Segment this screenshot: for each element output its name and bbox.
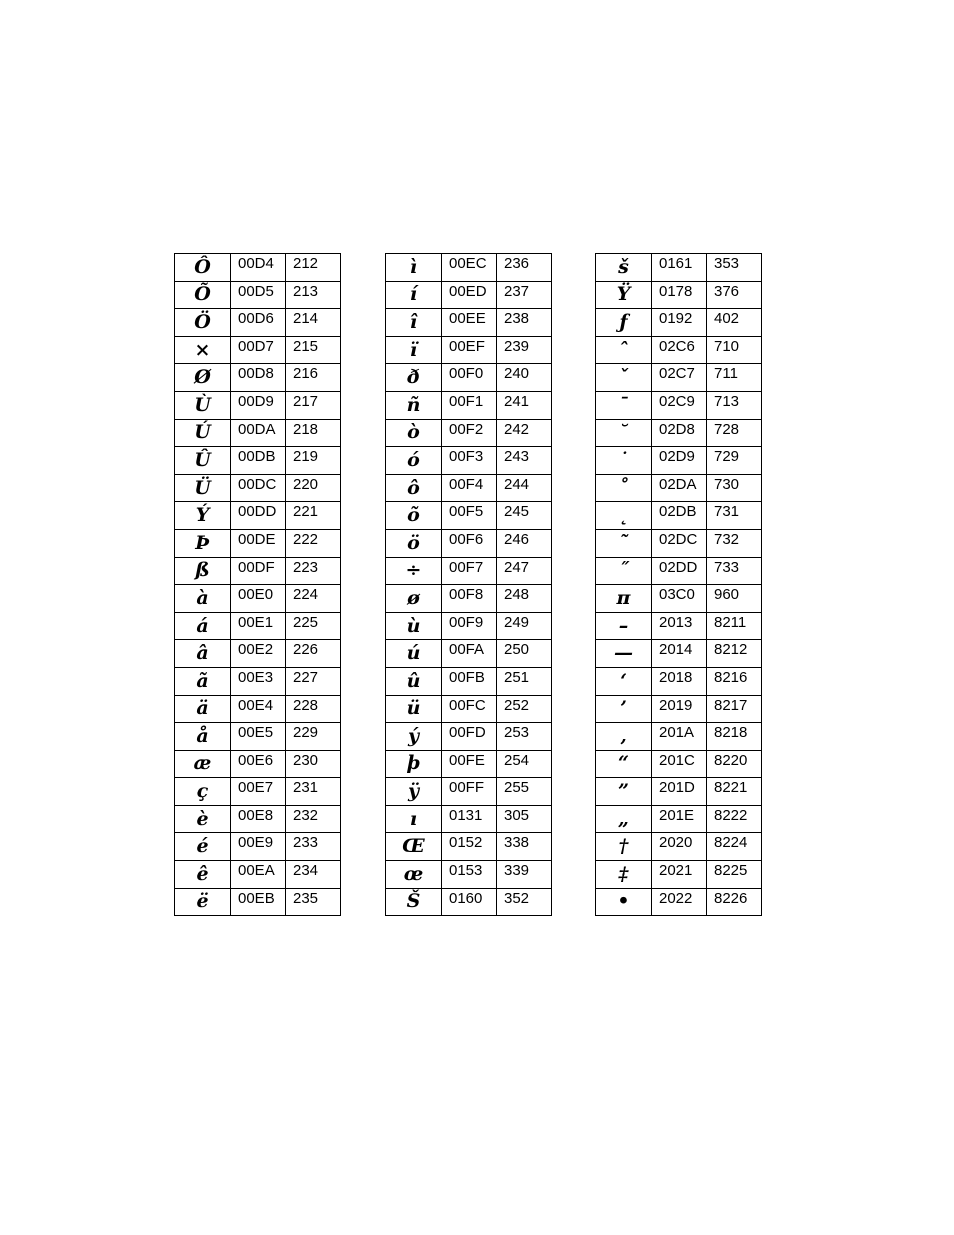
table-row [386,640,552,668]
table-row [386,750,552,778]
unicode-hex-cell: 00F4 [442,474,497,502]
glyph-cell: „ [596,805,652,833]
decimal-code-cell: 8220 [707,750,762,778]
decimal-code-cell: 8225 [707,861,762,889]
glyph-cell: ñ [386,391,442,419]
decimal-code-cell: 221 [286,502,341,530]
unicode-hex-cell: 2022 [652,888,707,916]
unicode-hex-cell: 00E7 [231,778,286,806]
unicode-hex-cell: 00E8 [231,805,286,833]
glyph-cell: ÷ [386,557,442,585]
unicode-hex-cell: 02D8 [652,419,707,447]
glyph-cell: á [175,612,231,640]
table-row [596,723,762,751]
decimal-code-cell: 225 [286,612,341,640]
glyph-cell: Ù [175,391,231,419]
decimal-code-cell: 305 [497,805,552,833]
glyph-cell: ù [386,612,442,640]
table-row [175,336,341,364]
glyph-cell: ‚ [596,723,652,751]
decimal-code-cell: 253 [497,723,552,751]
glyph-cell: ˇ [596,364,652,392]
unicode-hex-cell: 00FF [442,778,497,806]
glyph-cell: â [175,640,231,668]
table-row [175,364,341,392]
glyph-cell: é [175,833,231,861]
glyph-cell: š [596,254,652,282]
decimal-code-cell: 8211 [707,612,762,640]
decimal-code-cell: 216 [286,364,341,392]
table-row [386,667,552,695]
decimal-code-cell: 222 [286,529,341,557]
glyph-cell: – [596,612,652,640]
decimal-code-cell: 729 [707,447,762,475]
character-table-1 [174,253,341,916]
glyph-cell: Š [386,888,442,916]
table-row [386,419,552,447]
decimal-code-cell: 255 [497,778,552,806]
glyph-cell: † [596,833,652,861]
glyph-cell: Ý [175,502,231,530]
unicode-hex-cell: 2018 [652,667,707,695]
unicode-hex-cell: 2013 [652,612,707,640]
decimal-code-cell: 731 [707,502,762,530]
decimal-code-cell: 212 [286,254,341,282]
decimal-code-cell: 228 [286,695,341,723]
unicode-hex-cell: 00E6 [231,750,286,778]
table-row [175,447,341,475]
decimal-code-cell: 244 [497,474,552,502]
unicode-hex-cell: 00DA [231,419,286,447]
glyph-cell: ö [386,529,442,557]
glyph-cell: ˜ [596,529,652,557]
glyph-cell: Œ [386,833,442,861]
table-row [175,557,341,585]
unicode-hex-cell: 0161 [652,254,707,282]
unicode-hex-cell: 02DC [652,529,707,557]
decimal-code-cell: 223 [286,557,341,585]
unicode-hex-cell: 201E [652,805,707,833]
decimal-code-cell: 247 [497,557,552,585]
glyph-cell: Þ [175,529,231,557]
glyph-cell: í [386,281,442,309]
unicode-hex-cell: 00D9 [231,391,286,419]
decimal-code-cell: 8224 [707,833,762,861]
glyph-cell: ç [175,778,231,806]
decimal-code-cell: 8222 [707,805,762,833]
table-row [386,447,552,475]
decimal-code-cell: 248 [497,585,552,613]
unicode-hex-cell: 00F3 [442,447,497,475]
table-row [386,309,552,337]
table-row [386,861,552,889]
table-row [596,640,762,668]
unicode-hex-cell: 201C [652,750,707,778]
decimal-code-cell: 231 [286,778,341,806]
decimal-code-cell: 251 [497,667,552,695]
unicode-hex-cell: 00EF [442,336,497,364]
unicode-hex-cell: 0160 [442,888,497,916]
decimal-code-cell: 339 [497,861,552,889]
glyph-cell: þ [386,750,442,778]
decimal-code-cell: 230 [286,750,341,778]
glyph-cell: ‡ [596,861,652,889]
unicode-hex-cell: 02DB [652,502,707,530]
unicode-hex-cell: 02C6 [652,336,707,364]
decimal-code-cell: 218 [286,419,341,447]
decimal-code-cell: 338 [497,833,552,861]
table-row [175,640,341,668]
table-row [175,585,341,613]
unicode-hex-cell: 02C7 [652,364,707,392]
decimal-code-cell: 733 [707,557,762,585]
decimal-code-cell: 241 [497,391,552,419]
glyph-cell: ò [386,419,442,447]
unicode-hex-cell: 00DD [231,502,286,530]
glyph-cell: ” [596,778,652,806]
unicode-hex-cell: 00D8 [231,364,286,392]
table-row [596,557,762,585]
table-row [596,474,762,502]
unicode-hex-cell: 00F6 [442,529,497,557]
table-row [175,281,341,309]
table-row [386,612,552,640]
glyph-cell: ˉ [596,391,652,419]
unicode-hex-cell: 00E5 [231,723,286,751]
decimal-code-cell: 242 [497,419,552,447]
unicode-hex-cell: 0131 [442,805,497,833]
table-row [386,474,552,502]
decimal-code-cell: 8217 [707,695,762,723]
glyph-cell: ÿ [386,778,442,806]
unicode-hex-cell: 00E9 [231,833,286,861]
unicode-hex-cell: 00DB [231,447,286,475]
decimal-code-cell: 238 [497,309,552,337]
glyph-cell: ý [386,723,442,751]
table-row [175,778,341,806]
glyph-cell: × [175,336,231,364]
glyph-cell: • [596,888,652,916]
table-row [596,695,762,723]
unicode-hex-cell: 00DC [231,474,286,502]
unicode-hex-cell: 00EE [442,309,497,337]
glyph-cell: å [175,723,231,751]
table-row [596,750,762,778]
table-row [596,585,762,613]
decimal-code-cell: 217 [286,391,341,419]
decimal-code-cell: 249 [497,612,552,640]
unicode-hex-cell: 00DF [231,557,286,585]
unicode-hex-cell: 02D9 [652,447,707,475]
table-row [175,502,341,530]
table-row [175,833,341,861]
table-row [175,695,341,723]
table-row [175,805,341,833]
unicode-hex-cell: 00FB [442,667,497,695]
decimal-code-cell: 353 [707,254,762,282]
decimal-code-cell: 8221 [707,778,762,806]
decimal-code-cell: 713 [707,391,762,419]
glyph-cell: ˙ [596,447,652,475]
glyph-cell: ø [386,585,442,613]
decimal-code-cell: 728 [707,419,762,447]
table-row [596,502,762,530]
table-row [386,391,552,419]
table-row [386,502,552,530]
decimal-code-cell: 240 [497,364,552,392]
table-row [386,529,552,557]
unicode-hex-cell: 00FD [442,723,497,751]
decimal-code-cell: 215 [286,336,341,364]
decimal-code-cell: 219 [286,447,341,475]
glyph-cell: ˆ [596,336,652,364]
decimal-code-cell: 8216 [707,667,762,695]
glyph-cell: ë [175,888,231,916]
glyph-cell: ˘ [596,419,652,447]
table-row [596,391,762,419]
glyph-cell: ı [386,805,442,833]
glyph-cell: Ü [175,474,231,502]
unicode-hex-cell: 00E3 [231,667,286,695]
glyph-cell: ú [386,640,442,668]
unicode-hex-cell: 00D7 [231,336,286,364]
decimal-code-cell: 227 [286,667,341,695]
unicode-hex-cell: 02C9 [652,391,707,419]
decimal-code-cell: 245 [497,502,552,530]
unicode-hex-cell: 0152 [442,833,497,861]
decimal-code-cell: 8226 [707,888,762,916]
unicode-hex-cell: 2020 [652,833,707,861]
table-row [175,309,341,337]
glyph-cell: è [175,805,231,833]
table-row [596,529,762,557]
glyph-cell: ’ [596,695,652,723]
table-row [386,557,552,585]
glyph-cell: æ [175,750,231,778]
decimal-code-cell: 252 [497,695,552,723]
table-row [175,254,341,282]
table-row [175,419,341,447]
decimal-code-cell: 224 [286,585,341,613]
table-row [596,833,762,861]
decimal-code-cell: 250 [497,640,552,668]
unicode-hex-cell: 00F1 [442,391,497,419]
decimal-code-cell: 710 [707,336,762,364]
unicode-hex-cell: 00F0 [442,364,497,392]
unicode-hex-cell: 03C0 [652,585,707,613]
unicode-hex-cell: 00FA [442,640,497,668]
decimal-code-cell: 239 [497,336,552,364]
decimal-code-cell: 234 [286,861,341,889]
table-row [386,336,552,364]
table-row [175,750,341,778]
unicode-hex-cell: 00E1 [231,612,286,640]
unicode-hex-cell: 0178 [652,281,707,309]
glyph-cell: — [596,640,652,668]
unicode-hex-cell: 00D5 [231,281,286,309]
unicode-hex-cell: 00FE [442,750,497,778]
table-row [596,861,762,889]
unicode-hex-cell: 2021 [652,861,707,889]
unicode-hex-cell: 00F8 [442,585,497,613]
decimal-code-cell: 402 [707,309,762,337]
table-row [386,778,552,806]
decimal-code-cell: 214 [286,309,341,337]
table-row [386,723,552,751]
table-row [175,861,341,889]
table-row [386,281,552,309]
table-row [596,805,762,833]
decimal-code-cell: 254 [497,750,552,778]
decimal-code-cell: 220 [286,474,341,502]
glyph-cell: Ú [175,419,231,447]
table-row [596,778,762,806]
table-row [386,254,552,282]
glyph-cell: ß [175,557,231,585]
decimal-code-cell: 236 [497,254,552,282]
glyph-cell: õ [386,502,442,530]
table-row [596,888,762,916]
table-row [386,888,552,916]
glyph-cell: ê [175,861,231,889]
decimal-code-cell: 243 [497,447,552,475]
table-row [596,612,762,640]
glyph-cell: Õ [175,281,231,309]
table-row [175,888,341,916]
glyph-cell: ì [386,254,442,282]
unicode-hex-cell: 00FC [442,695,497,723]
decimal-code-cell: 732 [707,529,762,557]
unicode-hex-cell: 00E0 [231,585,286,613]
table-row [175,391,341,419]
unicode-hex-cell: 00F5 [442,502,497,530]
glyph-cell: ó [386,447,442,475]
decimal-code-cell: 960 [707,585,762,613]
unicode-hex-cell: 00F2 [442,419,497,447]
glyph-cell: π [596,585,652,613]
glyph-cell: ã [175,667,231,695]
glyph-cell: Ÿ [596,281,652,309]
decimal-code-cell: 226 [286,640,341,668]
table-row [596,254,762,282]
table-row [175,723,341,751]
decimal-code-cell: 246 [497,529,552,557]
table-row [596,667,762,695]
glyph-cell: ä [175,695,231,723]
unicode-hex-cell: 2014 [652,640,707,668]
unicode-hex-cell: 00F7 [442,557,497,585]
table-row [386,695,552,723]
unicode-hex-cell: 00D6 [231,309,286,337]
glyph-cell: à [175,585,231,613]
glyph-cell: ƒ [596,309,652,337]
glyph-cell: Ø [175,364,231,392]
table-row [175,474,341,502]
glyph-cell: î [386,309,442,337]
unicode-hex-cell: 201D [652,778,707,806]
glyph-cell: Û [175,447,231,475]
character-table-2 [385,253,552,916]
table-row [596,419,762,447]
table-row [596,364,762,392]
decimal-code-cell: 8218 [707,723,762,751]
unicode-hex-cell: 2019 [652,695,707,723]
glyph-cell: ˝ [596,557,652,585]
table-row [386,833,552,861]
unicode-hex-cell: 00E4 [231,695,286,723]
glyph-cell: “ [596,750,652,778]
table-row [175,612,341,640]
table-row [175,667,341,695]
decimal-code-cell: 8212 [707,640,762,668]
table-row [386,805,552,833]
unicode-hex-cell: 00D4 [231,254,286,282]
decimal-code-cell: 376 [707,281,762,309]
glyph-cell: û [386,667,442,695]
table-row [596,336,762,364]
table-row [596,447,762,475]
table-row [175,529,341,557]
glyph-cell: ˛ [596,502,652,530]
decimal-code-cell: 235 [286,888,341,916]
decimal-code-cell: 711 [707,364,762,392]
unicode-hex-cell: 02DA [652,474,707,502]
unicode-hex-cell: 00EC [442,254,497,282]
glyph-cell: ï [386,336,442,364]
table-row [386,585,552,613]
unicode-hex-cell: 00DE [231,529,286,557]
decimal-code-cell: 213 [286,281,341,309]
table-row [386,364,552,392]
unicode-hex-cell: 00EB [231,888,286,916]
glyph-cell: ô [386,474,442,502]
glyph-cell: Ö [175,309,231,337]
decimal-code-cell: 229 [286,723,341,751]
unicode-hex-cell: 00E2 [231,640,286,668]
table-row [596,281,762,309]
glyph-cell: ˚ [596,474,652,502]
character-table-3 [595,253,762,916]
decimal-code-cell: 730 [707,474,762,502]
glyph-cell: ‘ [596,667,652,695]
glyph-cell: œ [386,861,442,889]
decimal-code-cell: 237 [497,281,552,309]
unicode-hex-cell: 0153 [442,861,497,889]
decimal-code-cell: 232 [286,805,341,833]
table-row [596,309,762,337]
glyph-cell: ü [386,695,442,723]
glyph-cell: Ô [175,254,231,282]
unicode-hex-cell: 00EA [231,861,286,889]
glyph-cell: ð [386,364,442,392]
decimal-code-cell: 233 [286,833,341,861]
unicode-hex-cell: 0192 [652,309,707,337]
unicode-hex-cell: 00ED [442,281,497,309]
unicode-hex-cell: 201A [652,723,707,751]
decimal-code-cell: 352 [497,888,552,916]
unicode-hex-cell: 02DD [652,557,707,585]
unicode-hex-cell: 00F9 [442,612,497,640]
